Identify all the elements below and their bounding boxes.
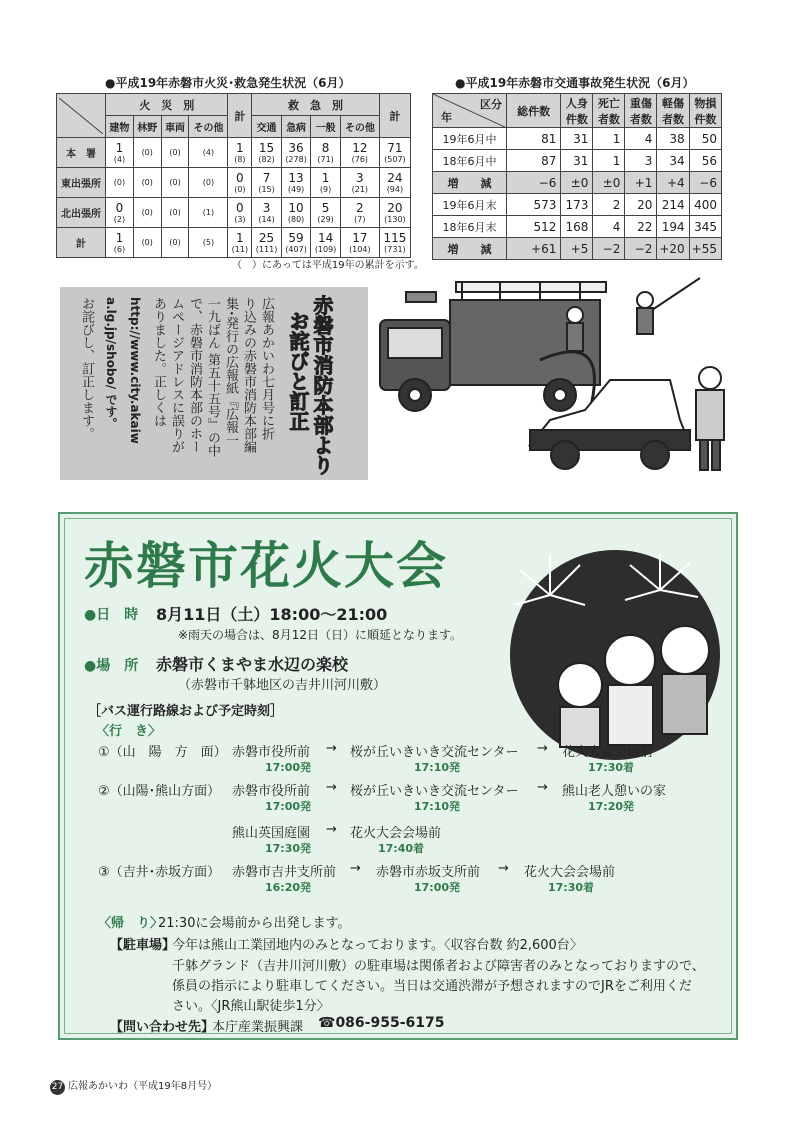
apology-line: お詫びし、訂正します。 bbox=[79, 297, 94, 440]
route-stop: 赤磐市役所前 bbox=[232, 745, 311, 760]
route-stop: 花火大会会場前 bbox=[524, 865, 616, 880]
cell-cumulative: (0) bbox=[169, 178, 181, 187]
table-cell: 3 bbox=[625, 150, 657, 172]
col-header: 一般 bbox=[311, 116, 341, 138]
cell-cumulative: (71) bbox=[317, 154, 334, 164]
route-time: 17:00発 bbox=[414, 881, 461, 894]
col-header: 軽傷者数 bbox=[657, 94, 689, 128]
table-row bbox=[433, 172, 722, 194]
apology-line: で、赤磐市消防本部のホー bbox=[187, 297, 202, 453]
cell-cumulative: (130) bbox=[384, 214, 406, 224]
table-cell bbox=[281, 228, 311, 258]
cell-value: 1 bbox=[321, 170, 330, 185]
table-row bbox=[57, 198, 411, 228]
page-footer bbox=[50, 1077, 217, 1095]
table-cell bbox=[161, 168, 189, 198]
table-cell bbox=[106, 198, 134, 228]
row-header: 増 減 bbox=[433, 172, 507, 194]
route-stop: 赤磐市役所前 bbox=[232, 784, 311, 799]
table-cell bbox=[379, 138, 410, 168]
col-header: その他 bbox=[189, 116, 228, 138]
cell-cumulative: (0) bbox=[169, 238, 181, 247]
cell-cumulative: (94) bbox=[386, 184, 404, 194]
cell-cumulative: (4) bbox=[113, 154, 126, 164]
table-cell bbox=[379, 198, 410, 228]
cell-value: 115 bbox=[383, 230, 407, 245]
col-header: 物損件数 bbox=[689, 94, 721, 128]
cell-cumulative: (5) bbox=[202, 238, 215, 247]
table-cell: +1 bbox=[625, 172, 657, 194]
table-cell bbox=[228, 228, 252, 258]
row-header: 18年6月中 bbox=[433, 150, 507, 172]
table-row bbox=[57, 138, 411, 168]
place-label: ●場 所 bbox=[84, 658, 139, 674]
apology-line: ムページアドレスに誤りが bbox=[169, 297, 184, 453]
table-cell: 22 bbox=[625, 216, 657, 238]
traffic-accident-table bbox=[432, 93, 722, 260]
fire-table-note: （ ）にあっては平成19年の累計を示す。 bbox=[232, 260, 424, 271]
col-header: その他 bbox=[340, 116, 379, 138]
row-header: 増 減 bbox=[433, 238, 507, 260]
route-time: 17:40着 bbox=[378, 842, 425, 855]
table-cell bbox=[189, 198, 228, 228]
table-cell: 1 bbox=[593, 150, 625, 172]
route-stop: 赤磐市赤坂支所前 bbox=[376, 865, 481, 880]
cell-value: 15 bbox=[258, 140, 275, 155]
fire-rescue-table bbox=[56, 93, 411, 258]
table-cell: 4 bbox=[625, 128, 657, 150]
table-cell bbox=[340, 198, 379, 228]
return-label: 〈帰 り〉 bbox=[98, 916, 164, 931]
col-header: 死亡者数 bbox=[593, 94, 625, 128]
col-header: 車両 bbox=[161, 116, 189, 138]
route-3-name: ③（吉井･赤坂方面） bbox=[98, 865, 221, 880]
cell-value: 24 bbox=[387, 170, 403, 185]
route-2-name: ②（山陽･熊山方面） bbox=[98, 784, 221, 799]
route-stop: 熊山英国庭園 bbox=[232, 826, 311, 841]
table-cell bbox=[189, 138, 228, 168]
table-cell bbox=[133, 198, 161, 228]
table-cell bbox=[340, 168, 379, 198]
apology-url-line: http://www.city.akaiw bbox=[128, 297, 142, 444]
cell-cumulative: (3) bbox=[234, 214, 246, 224]
table-cell bbox=[228, 138, 252, 168]
route-stop: 花火大会会場前 bbox=[350, 826, 442, 841]
col-header: 重傷者数 bbox=[625, 94, 657, 128]
table-cell bbox=[252, 138, 282, 168]
outbound-label: 〈行 き〉 bbox=[96, 724, 162, 739]
route-arrow: → bbox=[326, 780, 337, 795]
route-time: 17:20発 bbox=[588, 800, 635, 813]
table-cell bbox=[133, 168, 161, 198]
cell-value: 8 bbox=[321, 140, 330, 155]
fire-truck-illustration bbox=[370, 270, 740, 490]
cell-value: 20 bbox=[387, 200, 403, 215]
col-header: 林野 bbox=[133, 116, 161, 138]
table-cell bbox=[133, 228, 161, 258]
corner-bottom-label: 年 bbox=[441, 111, 452, 124]
table-cell: 194 bbox=[657, 216, 689, 238]
table-cell: +61 bbox=[507, 238, 561, 260]
table-cell bbox=[106, 168, 134, 198]
cell-cumulative: (0) bbox=[169, 148, 181, 157]
cell-value: 25 bbox=[258, 230, 275, 245]
table-cell: ±0 bbox=[593, 172, 625, 194]
col-header: 総件数 bbox=[507, 94, 561, 128]
table-cell: 345 bbox=[689, 216, 721, 238]
route-time: 17:10発 bbox=[414, 761, 461, 774]
cell-value: 10 bbox=[288, 200, 304, 215]
table-cell bbox=[281, 198, 311, 228]
cell-cumulative: (21) bbox=[351, 184, 369, 194]
table-cell: 56 bbox=[689, 150, 721, 172]
table-cell bbox=[311, 138, 341, 168]
table-cell: 38 bbox=[657, 128, 689, 150]
route-stop: 桜が丘いきいき交流センター bbox=[350, 784, 519, 799]
row-header: 19年6月中 bbox=[433, 128, 507, 150]
cell-cumulative: (80) bbox=[287, 214, 305, 224]
row-header: 19年6月末 bbox=[433, 194, 507, 216]
route-1-name: ①（山 陽 方 面） bbox=[98, 745, 227, 760]
col-header: 建物 bbox=[106, 116, 134, 138]
table-row bbox=[433, 238, 722, 260]
corner-cell bbox=[57, 94, 106, 138]
col-header: 急病 bbox=[281, 116, 311, 138]
parking-line: 今年は熊山工業団地内のみとなっております。〈収容台数 約2,600台〉 bbox=[172, 938, 583, 953]
cell-value: 36 bbox=[288, 140, 304, 155]
table-cell: 31 bbox=[561, 150, 593, 172]
cell-cumulative: (76) bbox=[351, 154, 369, 164]
cell-cumulative: (0) bbox=[202, 178, 215, 187]
contact-phone: ☎086-955-6175 bbox=[318, 1015, 445, 1031]
route-arrow: → bbox=[537, 780, 548, 795]
cell-value: 1 bbox=[236, 230, 244, 245]
date-value: 8月11日（土）18:00〜21:00 bbox=[156, 605, 388, 624]
table-cell bbox=[311, 198, 341, 228]
cell-cumulative: (6) bbox=[113, 244, 126, 254]
table-cell bbox=[311, 228, 341, 258]
table-cell bbox=[106, 228, 134, 258]
route-arrow: → bbox=[537, 741, 548, 756]
table-row bbox=[433, 216, 722, 238]
table-cell bbox=[106, 138, 134, 168]
table-cell bbox=[252, 198, 282, 228]
table-cell bbox=[340, 138, 379, 168]
cell-cumulative: (14) bbox=[258, 214, 275, 224]
table-row bbox=[433, 194, 722, 216]
cell-value: 0 bbox=[236, 170, 244, 185]
table-cell: 173 bbox=[561, 194, 593, 216]
cell-cumulative: (11) bbox=[231, 244, 249, 254]
apology-heading-1: 赤磐市消防本部より bbox=[310, 295, 334, 475]
cell-cumulative: (49) bbox=[287, 184, 305, 194]
cell-cumulative: (1) bbox=[202, 208, 215, 217]
parking-line: 千躰グランド（吉井川河川敷）の駐車場は関係者および障害者のみとなっておりますので、 bbox=[172, 959, 705, 974]
parking-line: さい。〈JR熊山駅徒歩1分〉 bbox=[172, 999, 330, 1014]
parking-label: 【駐車場】 bbox=[110, 938, 176, 953]
rescue-group-header: 救 急 別 bbox=[252, 94, 380, 116]
cell-cumulative: (7) bbox=[354, 214, 366, 224]
route-time: 17:30着 bbox=[588, 761, 635, 774]
table-cell bbox=[379, 168, 410, 198]
table-cell bbox=[252, 228, 282, 258]
table-cell: 214 bbox=[657, 194, 689, 216]
cell-value: 14 bbox=[317, 230, 334, 245]
route-arrow: → bbox=[326, 741, 337, 756]
table-cell bbox=[189, 168, 228, 198]
table-cell bbox=[311, 168, 341, 198]
cell-cumulative: (82) bbox=[258, 154, 275, 164]
route-stop: 熊山老人憩いの家 bbox=[562, 784, 667, 799]
table-cell: 50 bbox=[689, 128, 721, 150]
route-time: 17:30発 bbox=[265, 842, 312, 855]
cell-value: 1 bbox=[236, 140, 244, 155]
table-row bbox=[433, 128, 722, 150]
cell-value: 17 bbox=[352, 230, 368, 245]
cell-value: 3 bbox=[356, 170, 364, 185]
table-cell bbox=[252, 168, 282, 198]
table-cell: 2 bbox=[593, 194, 625, 216]
route-time: 17:00発 bbox=[265, 761, 312, 774]
table-row bbox=[433, 150, 722, 172]
footer-text: 広報あかいわ（平成19年8月号） bbox=[68, 1081, 218, 1092]
route-time: 17:00発 bbox=[265, 800, 312, 813]
table-cell: ±0 bbox=[561, 172, 593, 194]
traffic-table-title: ●平成19年赤磐市交通事故発生状況（6月） bbox=[455, 76, 695, 90]
apology-line: 集･発行の広報紙『広報一 bbox=[223, 297, 238, 447]
cell-cumulative: (0) bbox=[141, 148, 153, 157]
cell-cumulative: (111) bbox=[255, 244, 278, 254]
cell-cumulative: (407) bbox=[285, 244, 307, 254]
cell-value: 12 bbox=[352, 140, 368, 155]
contact-text: 本庁産業振興課 bbox=[212, 1020, 304, 1035]
page-number: 27 bbox=[50, 1080, 65, 1095]
col-header: 交通 bbox=[252, 116, 282, 138]
route-stop: 桜が丘いきいき交流センター bbox=[350, 745, 519, 760]
place-sub: （赤磐市千躰地区の吉井川河川敷） bbox=[178, 678, 387, 693]
table-cell: 34 bbox=[657, 150, 689, 172]
cell-value: 2 bbox=[356, 200, 364, 215]
route-arrow: → bbox=[350, 861, 361, 876]
row-header: 北出張所 bbox=[57, 198, 106, 228]
route-time: 17:30着 bbox=[548, 881, 595, 894]
table-cell: 4 bbox=[593, 216, 625, 238]
apology-line: り込みの赤磐市消防本部編 bbox=[241, 297, 256, 453]
cell-value: 1 bbox=[115, 140, 124, 155]
cell-cumulative: (0) bbox=[141, 238, 153, 247]
cell-cumulative: (15) bbox=[258, 184, 275, 194]
corner-top-label: 区分 bbox=[480, 98, 502, 111]
apology-line: ありました。正しくは bbox=[151, 297, 166, 427]
table-cell bbox=[281, 138, 311, 168]
table-cell: 400 bbox=[689, 194, 721, 216]
cell-value: 59 bbox=[288, 230, 304, 245]
cell-cumulative: (0) bbox=[169, 208, 181, 217]
date-label: ●日 時 bbox=[84, 607, 139, 623]
apology-heading-2: お詫びと訂正 bbox=[286, 311, 310, 431]
table-cell: 512 bbox=[507, 216, 561, 238]
route-time: 17:10発 bbox=[414, 800, 461, 813]
cell-cumulative: (507) bbox=[384, 154, 406, 164]
table-cell: −6 bbox=[507, 172, 561, 194]
cell-value: 71 bbox=[387, 140, 403, 155]
table-row bbox=[57, 168, 411, 198]
cell-cumulative: (0) bbox=[113, 178, 126, 187]
grand-total-header: 計 bbox=[379, 94, 410, 138]
route-arrow: → bbox=[326, 822, 337, 837]
fire-total-header: 計 bbox=[228, 94, 252, 138]
apology-notice bbox=[60, 287, 368, 480]
cell-value: 0 bbox=[115, 200, 124, 215]
cell-value: 1 bbox=[115, 230, 124, 245]
table-cell: 87 bbox=[507, 150, 561, 172]
table-cell: 31 bbox=[561, 128, 593, 150]
cell-cumulative: (0) bbox=[234, 184, 246, 194]
cell-cumulative: (278) bbox=[285, 154, 307, 164]
cell-cumulative: (104) bbox=[349, 244, 371, 254]
table-cell bbox=[228, 198, 252, 228]
table-cell: −2 bbox=[625, 238, 657, 260]
row-header: 本 署 bbox=[57, 138, 106, 168]
apology-line: 一九ばん 第五十五号』の中 bbox=[205, 297, 220, 458]
corner-cell bbox=[433, 94, 507, 128]
cell-value: 7 bbox=[262, 170, 271, 185]
table-cell: +5 bbox=[561, 238, 593, 260]
cell-value: 3 bbox=[262, 200, 271, 215]
apology-url-line: a.lg.jp/shobo/ です。 bbox=[104, 297, 118, 430]
fire-table-title: ●平成19年赤磐市火災･救急発生状況（6月） bbox=[105, 76, 351, 90]
rain-note: ※雨天の場合は、8月12日（日）に順延となります。 bbox=[178, 628, 463, 642]
parking-line: 係員の指示により駐車してください。当日は交通渋滞が予想されますのでJRをご利用くだ bbox=[172, 979, 692, 994]
cell-value: 0 bbox=[236, 200, 244, 215]
table-cell: 81 bbox=[507, 128, 561, 150]
place-value: 赤磐市くまやま水辺の楽校 bbox=[156, 655, 349, 674]
table-cell: 168 bbox=[561, 216, 593, 238]
route-stop: 花火大会会場前 bbox=[562, 745, 654, 760]
cell-cumulative: (9) bbox=[319, 184, 332, 194]
apology-line: 広報あかいわ七月号に折 bbox=[259, 297, 274, 440]
contact-label: 【問い合わせ先】 bbox=[110, 1020, 215, 1035]
cell-cumulative: (29) bbox=[317, 214, 334, 224]
table-row bbox=[57, 228, 411, 258]
cell-cumulative: (8) bbox=[234, 154, 246, 164]
fireworks-title: 赤磐市花火大会 bbox=[84, 537, 448, 595]
table-cell: +20 bbox=[657, 238, 689, 260]
row-header: 東出張所 bbox=[57, 168, 106, 198]
table-cell bbox=[281, 168, 311, 198]
table-cell: 573 bbox=[507, 194, 561, 216]
table-cell: −2 bbox=[593, 238, 625, 260]
table-cell: 20 bbox=[625, 194, 657, 216]
cell-cumulative: (0) bbox=[141, 178, 153, 187]
table-cell bbox=[379, 228, 410, 258]
table-cell bbox=[228, 168, 252, 198]
table-cell: +4 bbox=[657, 172, 689, 194]
table-cell: +55 bbox=[689, 238, 721, 260]
cell-cumulative: (2) bbox=[113, 214, 126, 224]
return-text: 21:30に会場前から出発します。 bbox=[158, 916, 351, 931]
cell-value: 5 bbox=[321, 200, 330, 215]
cell-cumulative: (4) bbox=[202, 148, 215, 157]
table-cell bbox=[161, 138, 189, 168]
table-cell bbox=[340, 228, 379, 258]
table-cell bbox=[161, 228, 189, 258]
table-cell: 1 bbox=[593, 128, 625, 150]
route-arrow: → bbox=[498, 861, 509, 876]
cell-value: 13 bbox=[288, 170, 304, 185]
fireworks-illustration bbox=[490, 535, 730, 765]
bus-heading: ［バス運行路線および予定時刻］ bbox=[88, 704, 284, 719]
cell-cumulative: (109) bbox=[314, 244, 337, 254]
cell-cumulative: (731) bbox=[384, 244, 406, 254]
col-header: 人身件数 bbox=[561, 94, 593, 128]
row-header: 18年6月末 bbox=[433, 216, 507, 238]
table-cell bbox=[189, 228, 228, 258]
table-cell bbox=[161, 198, 189, 228]
row-header: 計 bbox=[57, 228, 106, 258]
route-stop: 赤磐市吉井支所前 bbox=[232, 865, 337, 880]
table-cell: −6 bbox=[689, 172, 721, 194]
fire-group-header: 火 災 別 bbox=[106, 94, 228, 116]
table-cell bbox=[133, 138, 161, 168]
route-time: 16:20発 bbox=[265, 881, 312, 894]
cell-cumulative: (0) bbox=[141, 208, 153, 217]
